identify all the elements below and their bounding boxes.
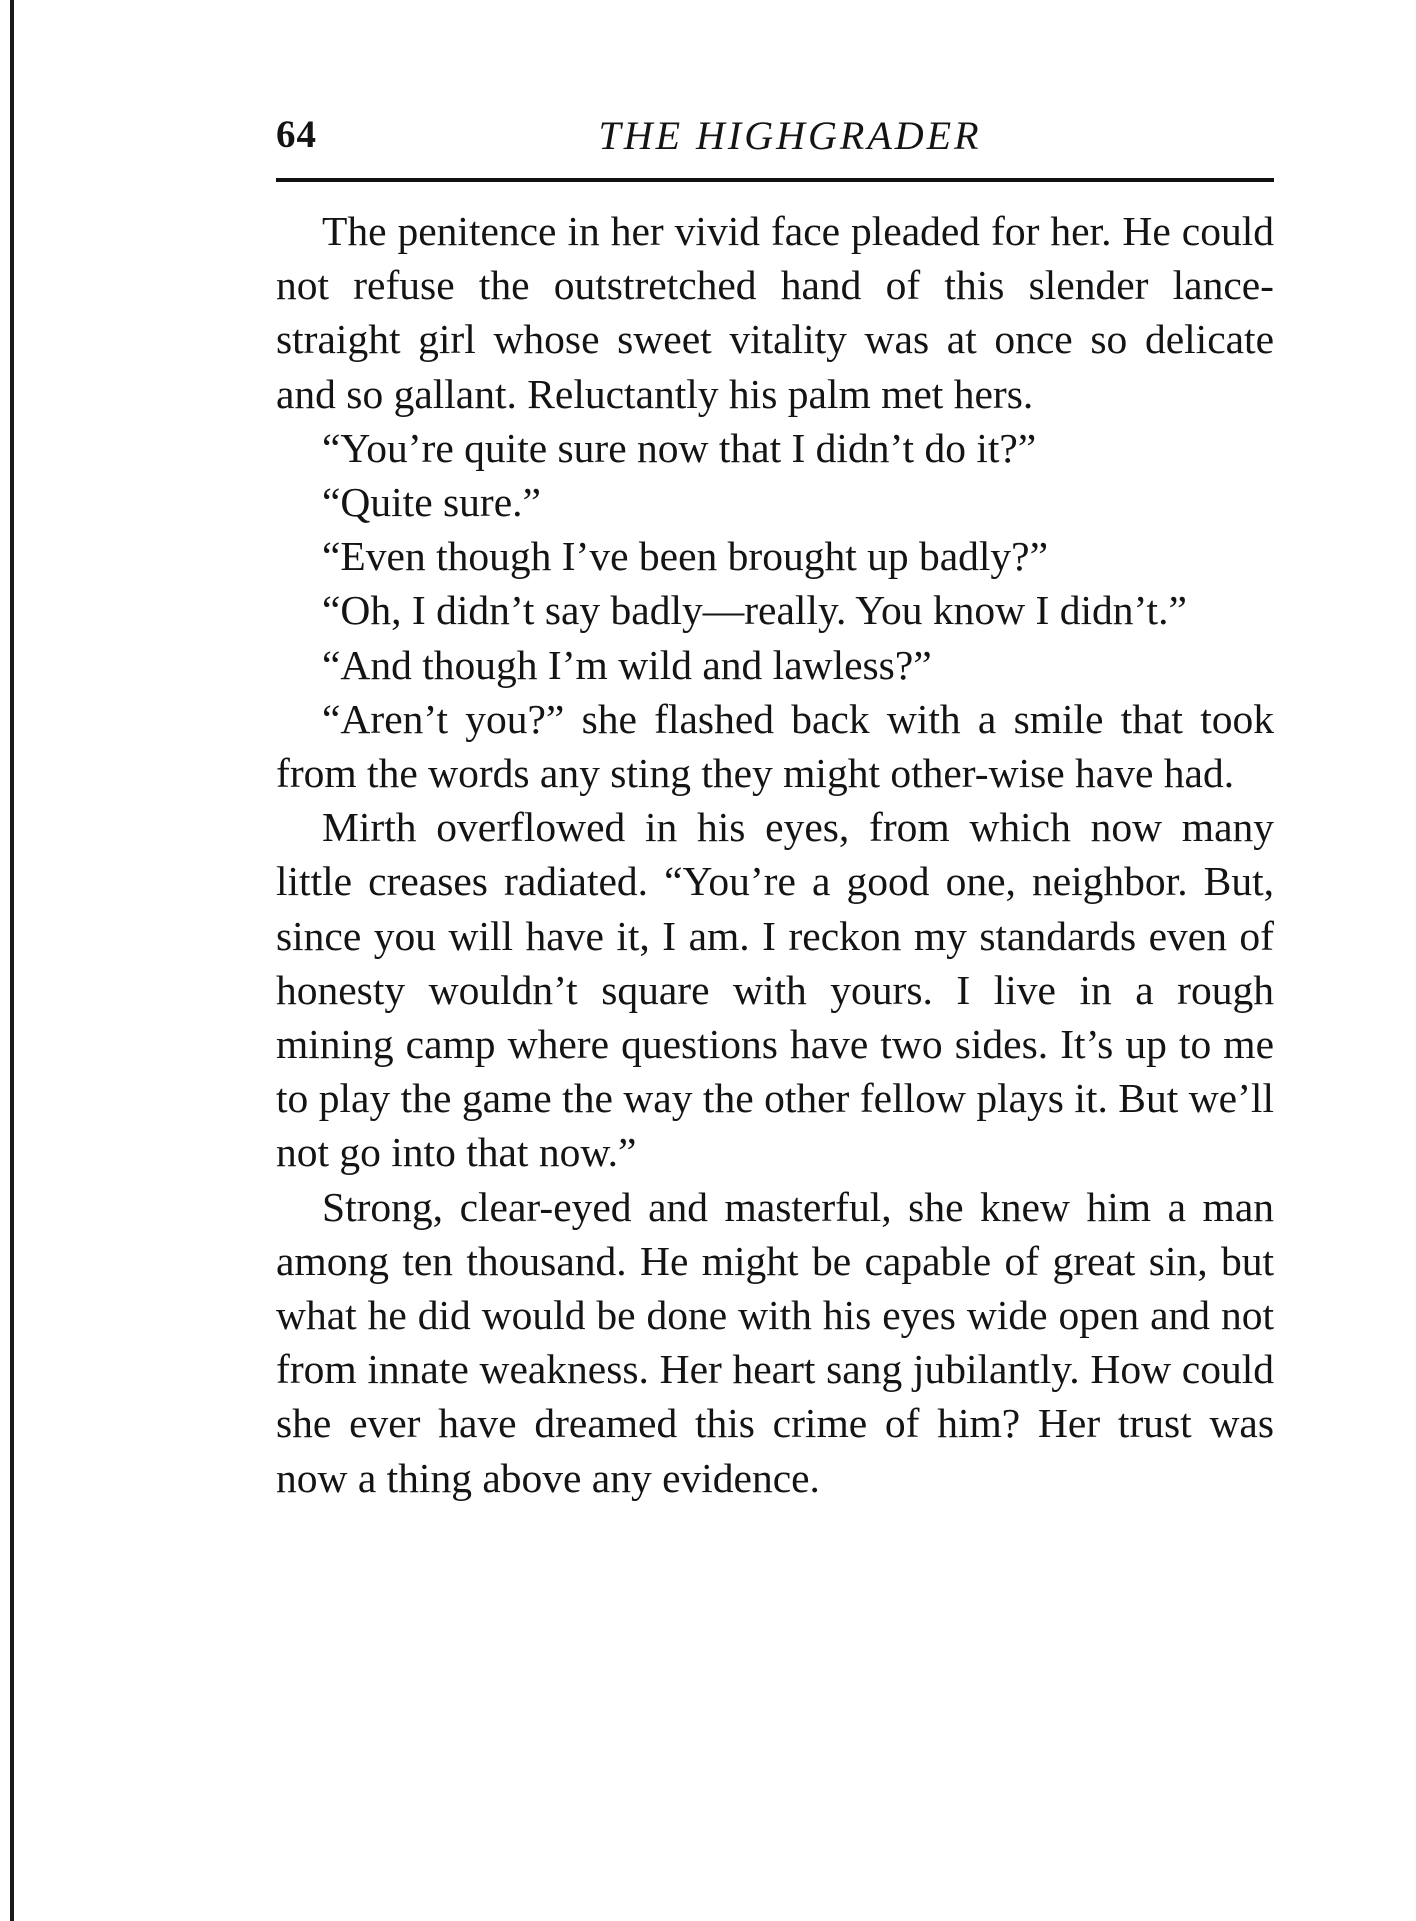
running-title: THE HIGHGRADER	[598, 113, 982, 158]
page-number: 64	[276, 113, 317, 156]
page-header	[276, 112, 1274, 172]
paragraph: The penitence in her vivid face pleaded for her. He could not refuse the outstretched hand of this slender lance-straight girl whose sweet vitality was at once so delicate and so gallant. Reluctantly his palm met hers.	[276, 208, 1274, 417]
paragraph: “Oh, I didn’t say badly—really. You know I didn’t.”	[322, 587, 1187, 634]
paragraph: Strong, clear-eyed and masterful, she knew him a man among ten thousand. He might be capable of great sin, but what he did would be done with his eyes wide open and not from innate weakness. Her heart sang jubilantly. How could she ever have dreamed this crime of him? Her trust was now a thing above any evidence.	[276, 1183, 1274, 1501]
page-edge-rule	[10, 0, 14, 1921]
paragraph: “Aren’t you?” she flashed back with a smile that took from the words any sting they might other-wise have had.	[276, 695, 1274, 797]
paragraph: “Even though I’ve been brought up badly?”	[322, 533, 1049, 580]
body-text	[276, 204, 1274, 1505]
paragraph: “Quite sure.”	[322, 479, 541, 526]
header-rule	[276, 178, 1274, 182]
paragraph: Mirth overflowed in his eyes, from which now many little creases radiated. “You’re a good one, neighbor. But, since you will have it, I am. I reckon my standards even of honesty wouldn’t square with yours. I live in a rough mining camp where questions have two sides. It’s up to me to play the game the way the other fellow plays it. But we’ll not go into that now.”	[276, 804, 1274, 1176]
paragraph: “And though I’m wild and lawless?”	[322, 641, 932, 688]
book-page	[276, 112, 1274, 1505]
paragraph: “You’re quite sure now that I didn’t do it?”	[322, 424, 1037, 471]
